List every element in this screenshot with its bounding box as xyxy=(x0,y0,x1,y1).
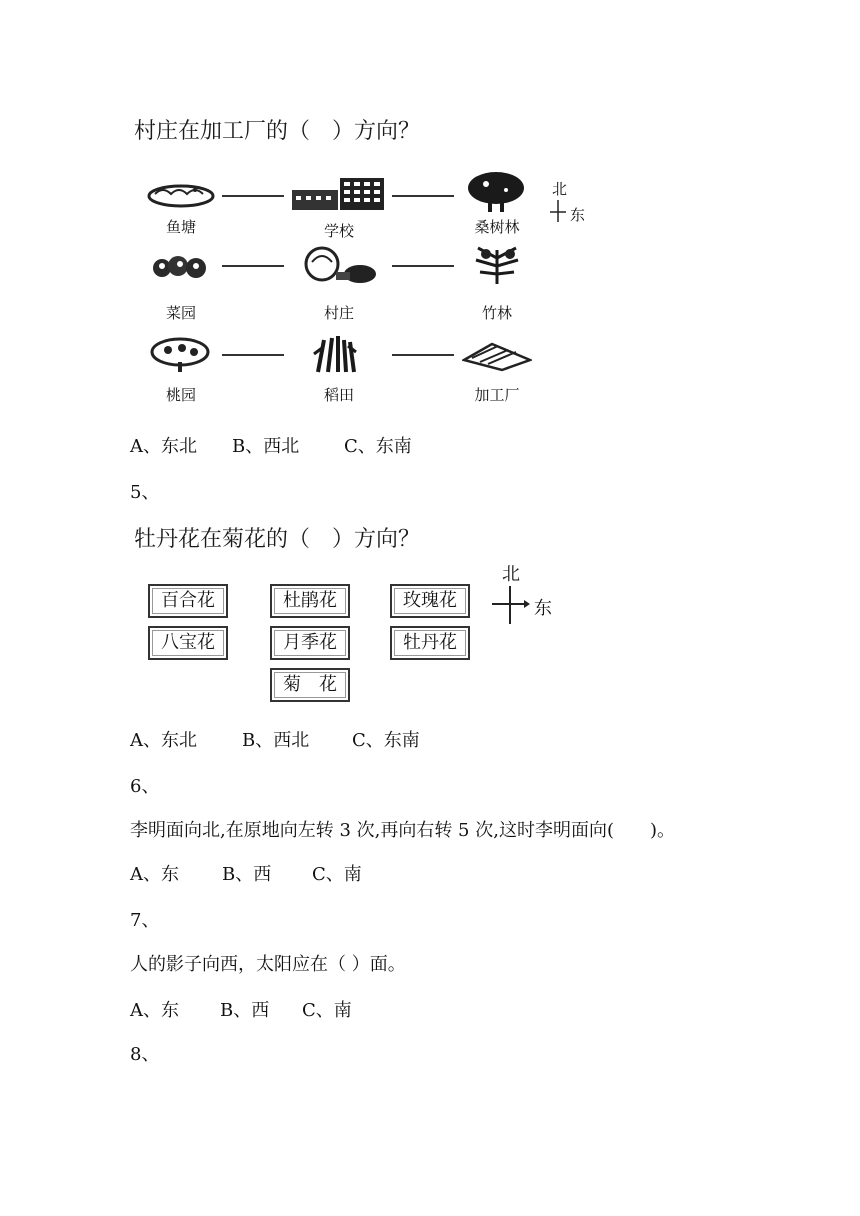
map-label: 加工厂 xyxy=(474,386,520,404)
map-connector xyxy=(392,265,454,267)
q5-option-c: C、东南 xyxy=(352,730,420,751)
q6-option-c: C、南 xyxy=(312,864,362,885)
q6-option-a: A、东 xyxy=(130,864,179,885)
compass-north-label: 北 xyxy=(552,180,568,198)
q7-text: 人的影子向西，太阳应在（ ）面。 xyxy=(130,954,406,975)
fish-pond-icon xyxy=(145,176,217,212)
village-icon xyxy=(298,246,380,288)
compass-icon xyxy=(490,584,530,626)
q5-number: 5、 xyxy=(130,482,160,503)
map-label: 桑树林 xyxy=(474,218,520,236)
map-label: 鱼塘 xyxy=(165,218,196,236)
flower-box: 牡丹花 xyxy=(390,626,470,660)
map-label: 桃园 xyxy=(165,386,196,404)
map-connector xyxy=(222,195,284,197)
q5-title: 牡丹花在菊花的（ ）方向？ xyxy=(134,527,421,552)
compass-icon xyxy=(548,198,568,224)
map-label: 稻田 xyxy=(323,386,354,404)
map-connector xyxy=(222,354,284,356)
q6-number: 6、 xyxy=(130,776,160,797)
flower-box: 菊 花 xyxy=(270,668,350,702)
compass-east-label: 东 xyxy=(570,206,586,224)
school-icon xyxy=(290,172,388,212)
flower-box: 百合花 xyxy=(148,584,228,618)
q4-option-b: B、西北 xyxy=(232,436,300,457)
vegetable-garden-icon xyxy=(150,252,212,284)
compass-east-label: 东 xyxy=(534,598,552,619)
q7-option-b: B、西 xyxy=(220,1000,270,1021)
map-connector xyxy=(392,195,454,197)
map-label: 竹林 xyxy=(481,304,512,322)
map-label: 学校 xyxy=(323,222,354,240)
factory-icon xyxy=(462,340,532,372)
q8-number: 8、 xyxy=(130,1044,160,1065)
q7-number: 7、 xyxy=(130,910,160,931)
mulberry-grove-icon xyxy=(466,170,528,214)
flower-box: 玫瑰花 xyxy=(390,584,470,618)
map-label: 村庄 xyxy=(323,304,354,322)
flower-box: 八宝花 xyxy=(148,626,228,660)
q6-option-b: B、西 xyxy=(222,864,272,885)
map-connector xyxy=(222,265,284,267)
compass-north-label: 北 xyxy=(502,564,520,585)
q7-option-a: A、东 xyxy=(130,1000,179,1021)
peach-orchard-icon xyxy=(150,336,212,374)
map-connector xyxy=(392,354,454,356)
flower-box: 月季花 xyxy=(270,626,350,660)
map-label: 菜园 xyxy=(165,304,196,322)
q4-option-a: A、东北 xyxy=(130,436,197,457)
bamboo-grove-icon xyxy=(470,244,524,286)
q5-option-b: B、西北 xyxy=(242,730,310,751)
q4-option-c: C、东南 xyxy=(344,436,412,457)
q7-option-c: C、南 xyxy=(302,1000,352,1021)
q6-text: 李明面向北,在原地向左转 3 次,再向右转 5 次,这时李明面向( )。 xyxy=(130,820,675,841)
flower-box: 杜鹃花 xyxy=(270,584,350,618)
q4-title: 村庄在加工厂的（ ）方向？ xyxy=(134,119,421,144)
q5-option-a: A、东北 xyxy=(130,730,197,751)
rice-field-icon xyxy=(308,334,364,374)
